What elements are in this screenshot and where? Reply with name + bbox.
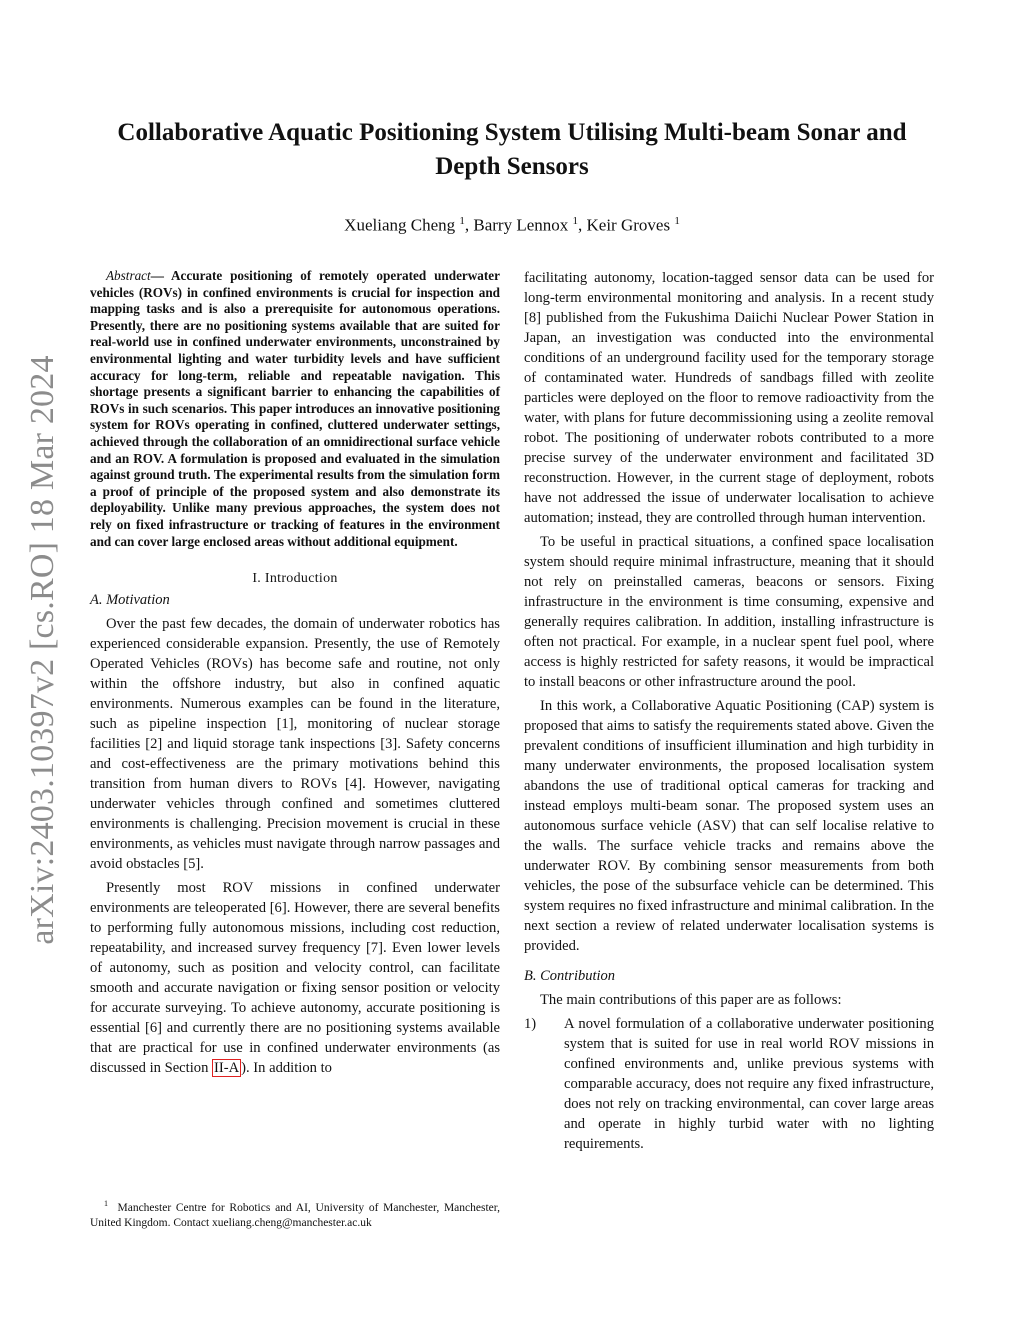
abstract-text: Accurate positioning of remotely operated underwater vehicles (ROVs) in confined environments is crucial for inspection and mapping tasks and is also a prerequisite for autonomous operations. Presently, there are no positioning systems available that are suited for real-world use in confined underwater environments, unconstrained by environmental lighting and water turbidity levels and have sufficient accuracy for long-term, reliable and repeatable navigation. This shortage presents a significant barrier to enhancing the capabilities of ROVs in such scenarios. This paper introduces an innovative positioning system for ROVs operating in confined, cluttered underwater settings, achieved through the collaboration of an omnidirectional surface vehicle and an ROV. A formulation is proposed and evaluated in the simulation against ground truth. The experimental results from the simulation form a proof of principle of the proposed system and also demonstrate its deployability. Unlike many previous approaches, the system does not rely on fixed infrastructure or tracking of features in the environment and can cover large enclosed areas without additional equipment. (90, 268, 500, 549)
affiliation-mark: 1 (572, 215, 579, 227)
left-column (90, 268, 500, 1078)
abstract (90, 268, 500, 550)
author-name: Barry Lennox (473, 215, 569, 235)
contribution-list (524, 1014, 934, 1154)
subsection-heading-contribution: B. Contribution (524, 968, 616, 984)
arxiv-identifier: arXiv:2403.10397v2 [cs.RO] 18 Mar 2024 (24, 355, 61, 945)
paragraph: In this work, a Collaborative Aquatic Positioning (CAP) system is proposed that aims to satisfy the requirements stated above. Given the prevalent conditions of insufficient illumination and high turbidity in many underwater environments, the proposed localisation system abandons the use of traditional optical cameras for tracking and instead employs multi-beam sonar. The proposed system uses an autonomous surface vehicle (ASV) that can self localise relative to the walls. The surface vehicle tracks and remains above the underwater ROV. By combining sensor measurements from both vehicles, the pose of the subsurface vehicle can be determined. This system requires no fixed infrastructure and minimal calibration. In the next section a review of related underwater localisation systems is provided. (524, 698, 934, 954)
right-column (524, 268, 934, 1154)
paragraph: Over the past few decades, the domain of underwater robotics has experienced considerable expansion. Presently, the use of Remotely Operated Vehicles (ROVs) has become safe and routine, not only within the offshore industry, but also in confined aquatic environments. Numerous examples can be found in the literature, such as pipeline inspection [1], monitoring of nuclear storage facilities [2] and liquid storage tank inspections [3]. Safety concerns and cost-effectiveness are the primary motivations behind this transition from human divers to ROVs [4]. However, navigating underwater vehicles through confined and sometimes cluttered environments is challenging. Precision movement is crucial in these environments, as vehicles must navigate through narrow passages and avoid obstacles [5]. (90, 616, 500, 873)
paper-title: Collaborative Aquatic Positioning System Utilising Multi-beam Sonar and Depth Sensors (117, 119, 907, 180)
author-list: Xueliang Cheng $^1$, Barry Lennox $^1$, Keir Groves $^1$ (344, 215, 680, 235)
footnote-text: Manchester Centre for Robotics and AI, University of Manchester, Manchester, United Kingdom. Contact xueliang.cheng@manchester.ac.uk (90, 1201, 501, 1229)
section-reference-link[interactable]: II-A (214, 1060, 240, 1077)
list-item-number: 1) (524, 1016, 537, 1032)
author-name: Keir Groves (586, 215, 671, 235)
paragraph (90, 878, 500, 1078)
paragraph-text: Presently most ROV missions in confined underwater environments are teleoperated [6]. However, there are several benefits to performing fully autonomous missions, including cost reduction, repeatability, and increased survey frequency [7]. Even lower levels of autonomy, such as position and velocity control, can facilitate smooth and accurate navigation or fixing sensor position or velocity for accurate surveying. To achieve autonomy, accurate positioning is essential [6] and currently there are no positioning systems available that are practical for use in confined underwater environments (as discussed in Section (90, 880, 500, 1077)
paragraph: facilitating autonomy, location-tagged sensor data can be used for long-term environmental monitoring and analysis. In a recent study [8] published from the Fukushima Daiichi Nuclear Power Station in Japan, an investigation was conducted into the environmental conditions of an underground facility used for the temporary storage of contaminated water. Hundreds of sandbags filled with zeolite particles were deployed on the floor to remove radioactivity from the water, with plans for future decommissioning using a zeolite removal robot. The positioning of underwater robots contributed to a more precise survey of the underwater environment and facilitated 3D reconstruction. However, in the current stage of deployment, robots have not addressed the issue of underwater localisation to achieve automation; instead, they are controlled through human intervention. (524, 270, 934, 526)
subsection-heading-motivation: A. Motivation (90, 592, 170, 609)
footnote-mark: 1 (104, 1199, 108, 1208)
list-item (524, 1014, 934, 1154)
affiliation-mark: 1 (459, 215, 465, 227)
footnote (90, 1196, 500, 1231)
affiliation-mark: 1 (674, 215, 680, 227)
paragraph: To be useful in practical situations, a confined space localisation system should require minimal infrastructure, meaning that it should not rely on preinstalled cameras, beacons or sensors. Fixing infrastructure in the environment is time consuming, expensive and generally requires calibration. In addition, installing infrastructure is often not practical. For example, in a nuclear spent fuel pool, where access is highly restricted for safety reasons, it would be impractical to install beacons or other infrastructure around the pool. (524, 534, 934, 690)
author-name: Xueliang Cheng (344, 215, 456, 235)
abstract-dash: — (150, 268, 164, 283)
list-item-text: A novel formulation of a collaborative underwater positioning system that is suited for use in real world ROV missions in confined environments and, unlike previous systems with comparable accuracy, does not require any fixed infrastructure, does not rely on tracking environmental, can cover large areas and operate in highly turbid water with no lighting requirements. (564, 1016, 934, 1152)
paragraph-text: ). In addition to (241, 1060, 332, 1077)
section-heading-introduction: I. Introduction (252, 571, 338, 587)
paragraph: The main contributions of this paper are as follows: (540, 992, 842, 1008)
abstract-label: Abstract (106, 268, 151, 283)
